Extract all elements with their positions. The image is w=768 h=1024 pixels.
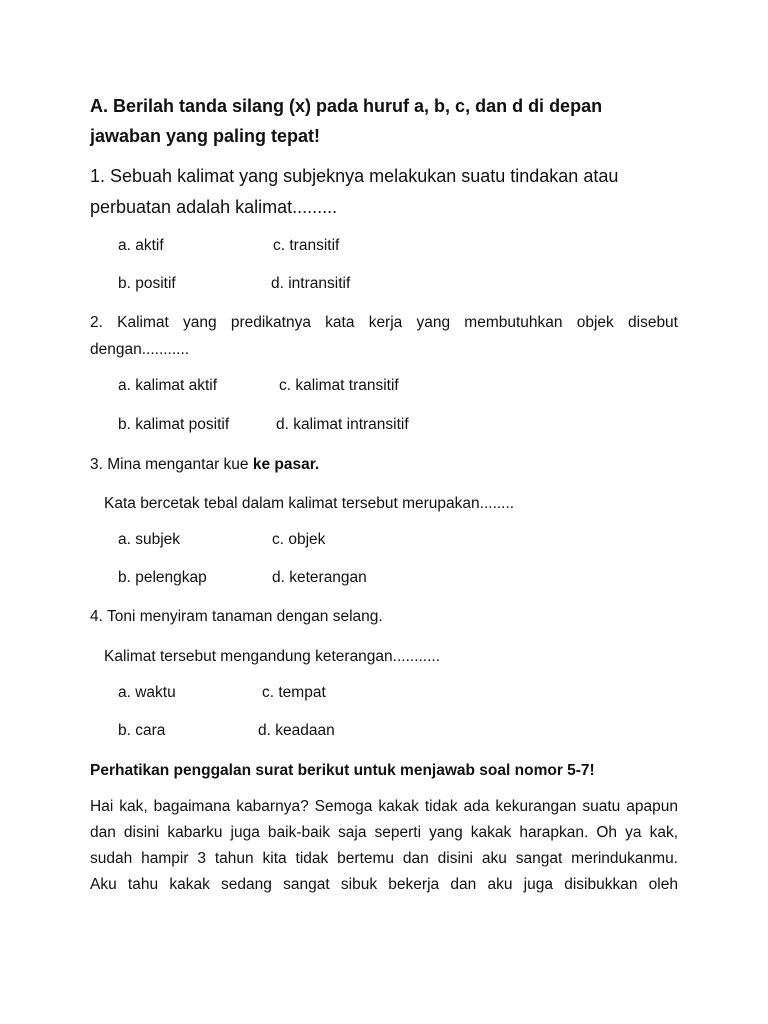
question-4-text: 4. Toni menyiram tanaman dengan selang. [90,608,383,625]
question-1-option-d[interactable]: d. intransitif [271,275,351,292]
question-3-bold-phrase: ke pasar. [252,456,320,473]
question-3-text-prefix: 3. Mina mengantar kue [90,456,253,473]
question-2-option-b[interactable]: b. kalimat positif [118,416,230,433]
question-4-prompt: Kalimat tersebut mengandung keterangan........... [104,648,441,665]
question-4-option-c[interactable]: c. tempat [262,684,326,701]
passage-line: Hai kak, bagaimana kabarnya? Semoga kakak tidak ada kekurangan suatu apapun [90,798,678,815]
passage-line: sudah hampir 3 tahun kita tidak bertemu dan disini aku sangat merindukanmu. [90,850,678,867]
passage-instruction: Perhatikan penggalan surat berikut untuk menjawab soal nomor 5-7! [90,762,595,779]
question-4-option-b[interactable]: b. cara [118,722,166,739]
question-3-option-d[interactable]: d. keterangan [272,569,367,586]
question-3-option-b[interactable]: b. pelengkap [118,569,207,586]
question-3-prompt: Kata bercetak tebal dalam kalimat tersebut merupakan........ [104,495,515,512]
section-label: A [90,96,103,116]
question-1-option-c[interactable]: c. transitif [273,237,340,254]
question-3-text [90,451,678,478]
question-1-option-a[interactable]: a. aktif [118,237,164,254]
passage-line: dan disini kabarku juga baik-baik saja seperti yang kakak harapkan. Oh ya kak, [90,824,678,841]
question-1-text: 1. Sebuah kalimat yang subjeknya melakukan suatu tindakan atau perbuatan adalah kalimat......... [90,166,619,217]
letter-passage [90,794,678,898]
question-4-option-d[interactable]: d. keadaan [258,722,335,739]
section-instruction-text: . Berilah tanda silang (x) pada huruf a, b, c, dan d di depan jawaban yang paling tepat! [90,96,603,146]
question-3-option-c[interactable]: c. objek [272,531,326,548]
question-4-option-a[interactable]: a. waktu [118,684,176,701]
question-1-option-b[interactable]: b. positif [118,275,176,292]
question-3-option-a[interactable]: a. subjek [118,531,181,548]
passage-line: Aku tahu kakak sedang sangat sibuk bekerja dan aku juga disibukkan oleh [90,876,678,893]
section-a-instruction [90,91,678,151]
question-2-option-c[interactable]: c. kalimat transitif [279,377,399,394]
question-2-text: 2. Kalimat yang predikatnya kata kerja yang membutuhkan objek disebut dengan........... [90,314,678,358]
question-2-option-a[interactable]: a. kalimat aktif [118,377,218,394]
question-2-option-d[interactable]: d. kalimat intransitif [276,416,409,433]
